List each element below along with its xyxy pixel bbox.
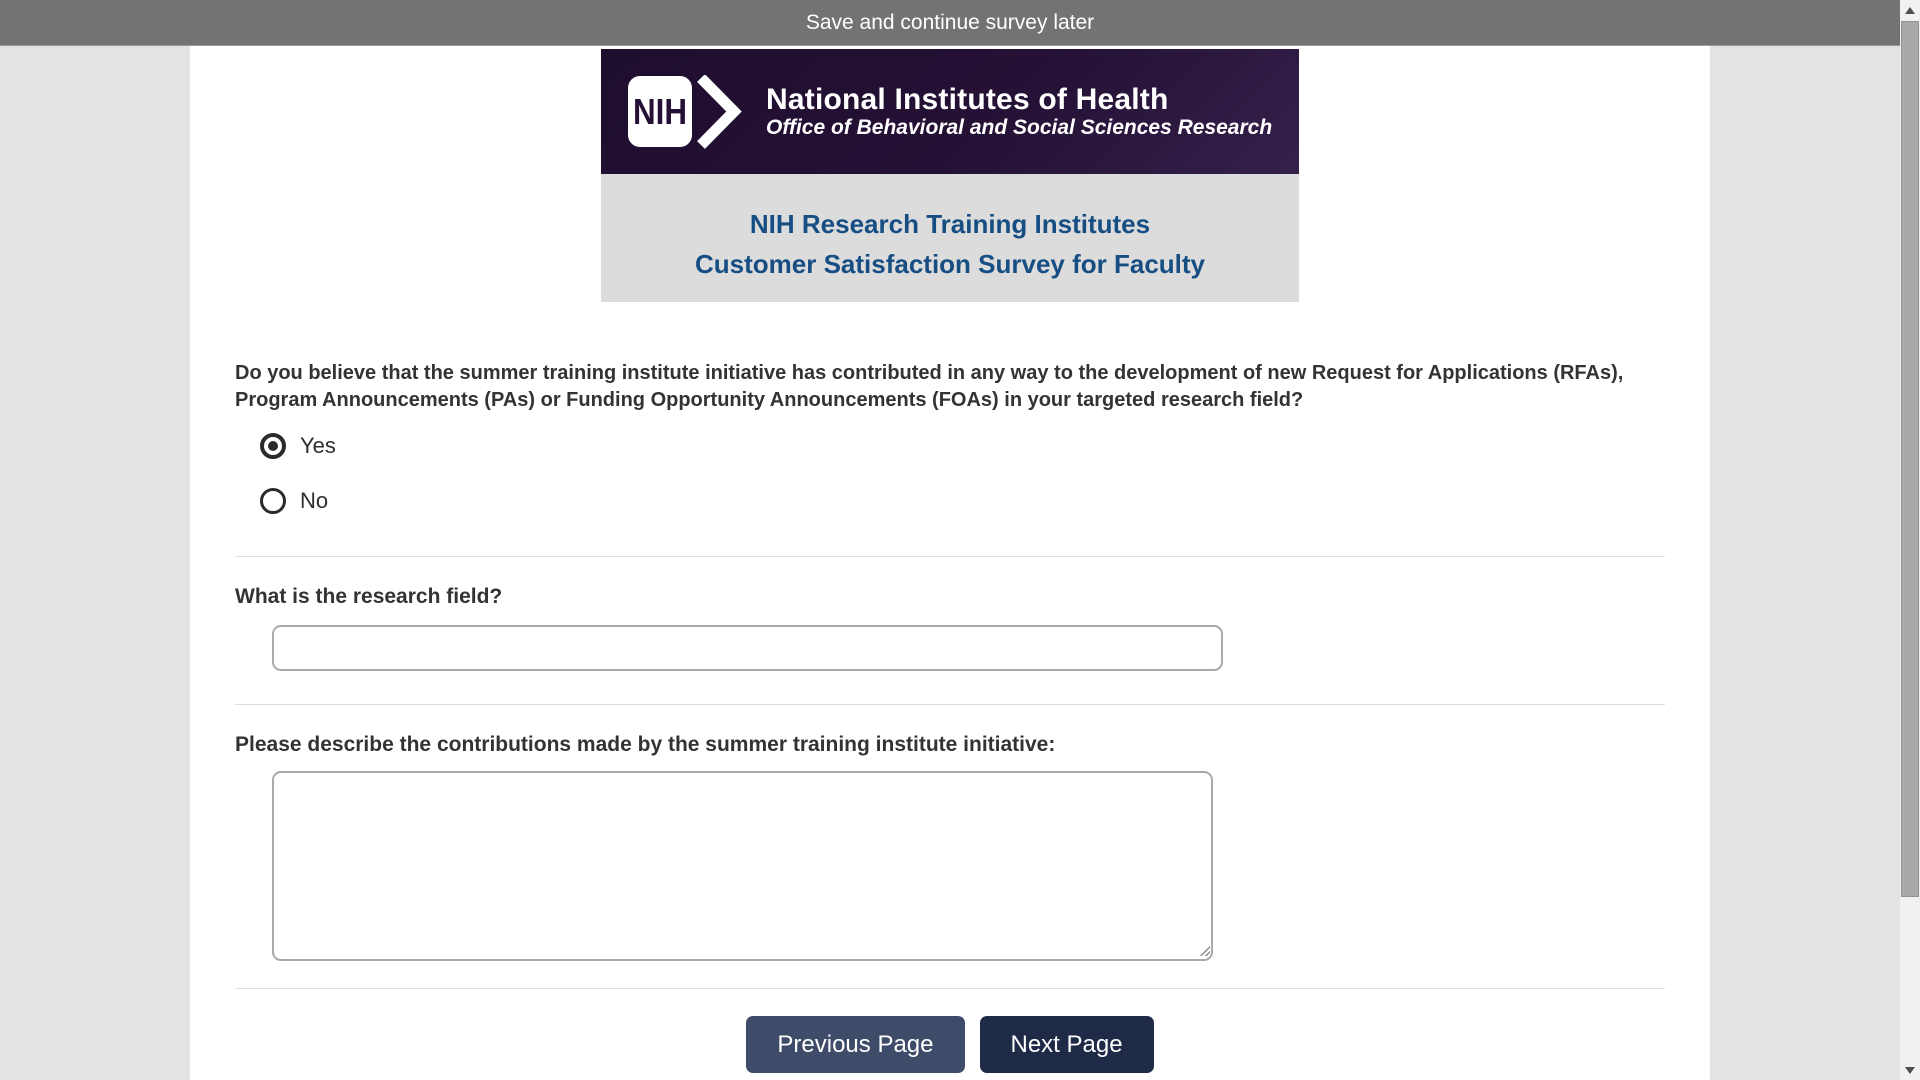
scroll-down-button[interactable]: [1900, 1060, 1920, 1080]
org-subtitle: Office of Behavioral and Social Sciences Research: [766, 116, 1273, 139]
section-divider: [235, 988, 1665, 989]
scroll-down-icon: [1905, 1067, 1915, 1074]
scroll-up-icon: [1905, 7, 1915, 14]
radio-label-yes: Yes: [300, 433, 336, 458]
radio-label-no: No: [300, 488, 329, 513]
radio-dot: [268, 496, 278, 506]
vertical-scrollbar[interactable]: [1900, 0, 1920, 1080]
radio-option-yes[interactable]: [260, 432, 1665, 460]
scrollbar-thumb[interactable]: [1901, 21, 1919, 897]
radio-group: [260, 432, 1665, 515]
survey-panel: [190, 46, 1710, 1080]
save-continue-link[interactable]: Save and continue survey later: [805, 10, 1095, 34]
previous-page-button[interactable]: Previous Page: [746, 1016, 964, 1073]
survey-header: [601, 49, 1299, 302]
radio-dot: [268, 441, 278, 451]
scroll-up-button[interactable]: [1900, 0, 1920, 20]
survey-title-line2: Customer Satisfaction Survey for Faculty: [694, 249, 1206, 279]
nih-banner: [601, 49, 1299, 174]
radio-button-yes[interactable]: [260, 433, 286, 459]
org-name: National Institutes of Health: [766, 83, 1169, 116]
survey-title-block: [601, 174, 1299, 302]
describe-area-wrap: [272, 771, 1213, 961]
nih-logo-icon: [628, 75, 744, 149]
question-field-label: What is the research field?: [235, 585, 503, 608]
question-radio-text: Do you believe that the summer training institute initiative has contributed in any way to the development of new Request for Applications (RFAs), Program Announcements (PAs) or Funding Opportunity Announcements (FOAs) in your targeted research field?: [235, 362, 1624, 411]
next-page-button[interactable]: Next Page: [980, 1016, 1154, 1073]
research-field-input[interactable]: [272, 625, 1223, 671]
contributions-textarea[interactable]: [272, 771, 1213, 961]
svg-text:NIH: NIH: [633, 90, 687, 132]
page-navigation: [235, 1016, 1665, 1073]
banner-text: [766, 83, 1272, 140]
survey-title-line1: NIH Research Training Institutes: [749, 209, 1151, 239]
radio-option-no[interactable]: [260, 487, 1665, 515]
question-describe-label: Please describe the contributions made by the summer training institute initiative:: [235, 733, 1056, 756]
section-divider: [235, 704, 1665, 705]
radio-button-no[interactable]: [260, 488, 286, 514]
save-continue-bar: [0, 0, 1900, 46]
resize-handle-icon[interactable]: [1198, 944, 1210, 956]
survey-content: [190, 360, 1710, 1073]
section-divider: [235, 556, 1665, 557]
